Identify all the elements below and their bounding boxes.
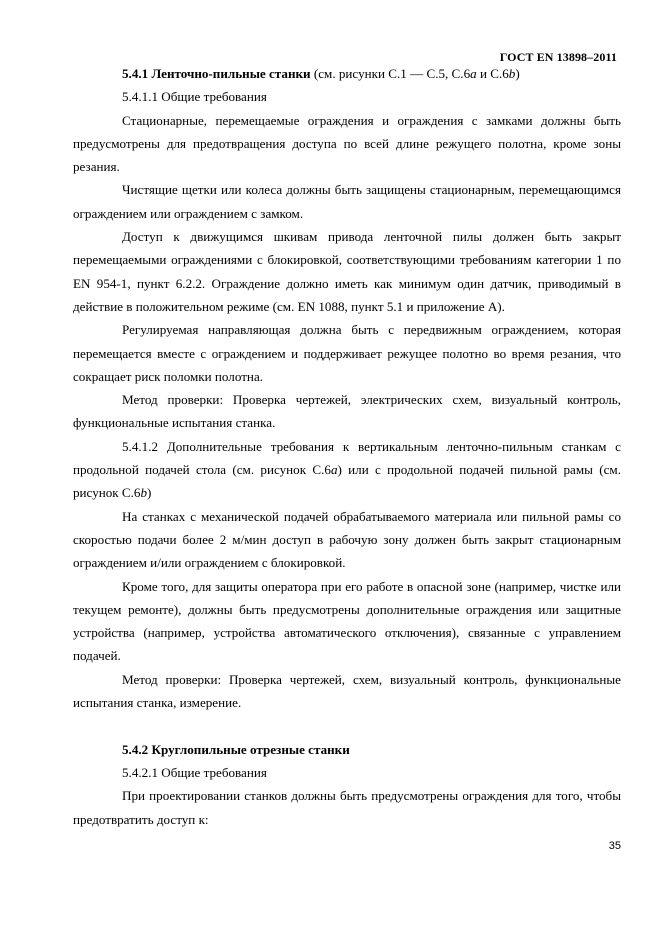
subsection-heading: 5.4.2.1 Общие требования — [122, 764, 267, 780]
section-title: 5.4.1 Ленточно-пильные станки — [122, 66, 311, 81]
page-number: 35 — [608, 840, 621, 852]
figure-reference: (см. рисунки С.1 — С.5, С.6 — [310, 66, 471, 81]
figure-reference: ) — [515, 66, 520, 81]
paragraph: На станках с механической подачей обрабатываемого материала или пильной рамы со скоростью подачи более 2 м/мин доступ в рабочую зону должен быть закрыт стационарным ограждением и/или ограждением с блокировкой. — [73, 508, 621, 571]
figure-suffix: b — [140, 485, 148, 501]
paragraph: Регулируемая направляющая должна быть с передвижным ограждением, которая перемещается вместе с ограждением и поддерживает режущее полотно во время резания, что сокращает риск поломки полотна. — [73, 322, 621, 384]
subsection-heading — [73, 435, 621, 505]
figure-suffix: а — [470, 66, 477, 81]
paragraph: Доступ к движущимся шкивам привода ленточной пилы должен быть закрыт перемещаемыми ограждениями с блокировкой, соответствующими требованиям категории 1 по EN 954-1, пункт 6.2.2. Ограждение должно иметь как минимум один датчик, приводимый в действие в положительном режиме (см. EN 1088, пункт 5.1 и приложение А). — [73, 229, 621, 314]
subsection-heading: 5.4.1.1 Общие требования — [122, 89, 267, 105]
section-5-4-1-heading — [73, 62, 621, 85]
subsection-text: ) — [147, 485, 152, 501]
paragraph: Метод проверки: Проверка чертежей, схем, визуальный контроль, функциональные испытания станка, измерение. — [73, 671, 621, 711]
figure-reference: и С.6 — [476, 66, 509, 81]
document-body — [73, 62, 621, 831]
figure-suffix: а — [330, 462, 338, 478]
figure-suffix: b — [508, 66, 516, 81]
paragraph: Стационарные, перемещаемые ограждения и ограждения с замками должны быть предусмотрены для предотвращения доступа по всей длине режущего полотна, кроме зоны резания. — [73, 112, 621, 175]
standard-header: ГОСТ EN 13898–2011 — [499, 50, 617, 64]
section-5-4-2-heading: 5.4.2 Круглопильные отрезные станки — [122, 741, 350, 757]
section-spacer — [73, 714, 621, 737]
paragraph: При проектировании станков должны быть предусмотрены ограждения для того, чтобы предотвратить доступ к: — [73, 788, 621, 827]
subsection-text: ) или с продольной подачей пильной рамы (см. рисунок С.6 — [73, 462, 621, 501]
paragraph: Кроме того, для защиты оператора при его работе в опасной зоне (например, чистке или текущем ремонте), должны быть предусмотрены дополнительные ограждения или защитные устройства (например, устройства автоматического отключения), связанные с управлением подачей. — [73, 578, 621, 664]
paragraph: Метод проверки: Проверка чертежей, электрических схем, визуальный контроль, функциональные испытания станка. — [73, 392, 621, 431]
paragraph: Чистящие щетки или колеса должны быть защищены стационарным, перемещающимся ограждением или ограждением с замком. — [73, 182, 621, 221]
subsection-text: 5.4.1.2 Дополнительные требования к вертикальным ленточно-пильным станкам с продольной подачей стола (см. рисунок С.6 — [73, 438, 621, 478]
